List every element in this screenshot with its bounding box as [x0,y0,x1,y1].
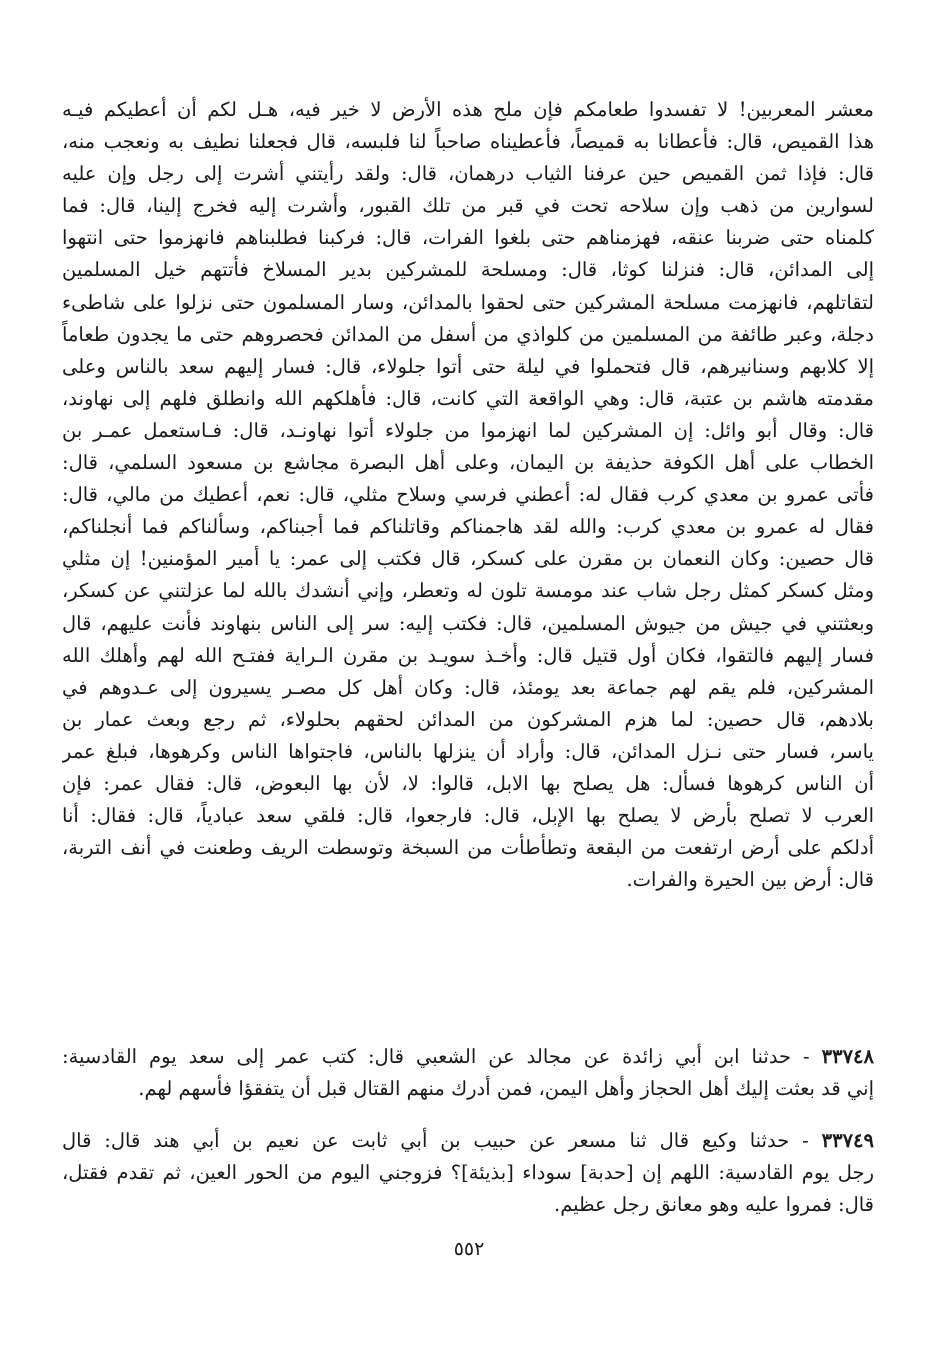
text-line: العرب لا تصلح بأرض لا يصلح بها الإبل، قال: فارجعوا، قال: فلقي سعد عبادياً، قال: فقال: أنا [62,804,874,828]
text-line: المشركين، فلم يقم لهم جماعة بعد يومئذ، قال: وكان أهل كل مصـر يسيرون إلى عـدوهم في [62,675,874,699]
hadith-text: - حدثنا وكيع قال ثنا مسعر عن حبيب بن أبي ثابت عن نعيم بن أبي هند قال: قال [62,1129,809,1152]
hadith-text: - حدثنا ابن أبي زائدة عن مجالد عن الشعبي قال: كتب عمر إلى سعد يوم القادسية: [62,1045,810,1068]
text-line: ياسر، فسار حتى نـزل المدائن، قال: وأراد أن ينزلها بالناس، فاجتواها الناس وكرهوها، فبلغ عمر [62,739,874,763]
text-line [62,1041,874,1073]
text-line: إلا كلابهم وسنانيرهم، قال فتحملوا في ليلة حتى أتوا جلولاء، قال: فسار إليهم سعد بالناس وعلى [62,354,874,378]
text-line: معشر المعربين! لا تفسدوا طعامكم فإن ملح هذه الأرض لا خير فيه، هـل لكم أن أعطيكم فيـه [62,98,874,121]
text-line: قال: فمروا عليه وهو معانق رجل عظيم. [554,1193,874,1217]
text-line: قال: فإذا ثمن القميص حين عرفنا الثياب درهمان، قال: ولقد رأيتني أشرت إلى رجل وإن عليه [62,162,874,186]
text-line: مقدمته هاشم بن عتبة، قال: وهي الواقعة التي كانت، قال: فأهلكهم الله وانطلق فلهم إلى نهاوند، [62,386,874,410]
text-line: بلادهم، قال حصين: لما هزم المشركون من المدائن لحقهم بحلولاء، ثم رجع وبعث عمار بن [62,707,874,731]
text-line [62,1125,874,1157]
text-line: إني قد بعثت إليك أهل الحجاز وأهل اليمن، فمن أدرك منهم القتال قبل أن يتفقؤا فأسهم لهم. [138,1077,874,1101]
text-line: رجل يوم القادسية: اللهم إن [حدبة] سوداء [بذيئة]؟ فزوجني اليوم من الحور العين، ثم تقدم فقتل، [62,1161,874,1185]
text-line: قال: أرض بين الحيرة والفرات. [626,868,874,892]
text-line: فسار إليهم فالتقوا، فكان أول قتيل قال: وأخـذ سويـد بن مقرن الـراية ففتـح الله لهم وأهلك الله [62,643,874,667]
text-line: فقال له عمرو بن معدي كرب: والله لقد هاجمناكم وقاتلناكم فما أجبناكم، وسألناكم فما أنجلناكم، [62,515,874,539]
text-line: قال: وقال أبو وائل: إن المشركين لما انهزموا من جلولاء أتوا نهاونـد، قال: فـاستعمل عمـر بن [62,418,874,442]
hadith-number: ٣٣٧٤٩ [821,1129,874,1152]
text-line: هذا القميص، قال: فأعطانا به قميصاً، فأعطيناه صاحباً لنا فلبسه، قال فجعلنا نطيف به ونعجب منه، [62,130,874,154]
text-line: أن الناس كرهوها فسأل: هل يصلح بها الابل، قالوا: لا، لأن بها البعوض، قال: فقال عمر: فإن [62,771,874,795]
text-line: لسوارين من ذهب وإن سلاحه تحت في قبر من تلك القبور، وأشرت إليه فخرج إلينا، قال: فما [62,194,874,218]
page-number: ٥٥٢ [453,1238,485,1260]
text-line: فأتى عمرو بن معدي كرب فقال له: أعطني فرسي وسلاح مثلي، قال: نعم، أعطيك من مالي، قال: [62,483,874,507]
text-line: لتقاتلهم، فانهزمت مسلحة المشركين حتى لحقوا بالمدائن، وسار المسلمون حتى نزلوا على شاطىء [62,290,874,314]
text-line: ومثل كسكر كمثل رجل شاب عند مومسة تلون له وتعطر، وإني أنشدك بالله لما عزلتني عن كسكر، [62,579,874,603]
text-line: كلمناه حتى ضربنا عنقه، فهزمناهم حتى بلغوا الفرات، قال: فركبنا فطلبناهم فانهزموا حتى انتهوا [62,226,874,250]
text-line: وبعثتني في جيش من جيوش المسلمين، قال: فكتب إليه: سر إلى الناس بنهاوند فأنت عليهم، قال [62,611,874,635]
text-line: إلى المدائن، قال: فنزلنا كوثا، قال: ومسلحة للمشركين بدير المسلاخ فأتتهم خيل المسلمين [62,258,874,282]
text-line: دجلة، وعبر طائفة من المسلمين من كلواذي من أسفل من المدائن فحصروهم حتى ما يجدون طعاماً [62,322,874,346]
hadith-block [62,1041,874,1105]
text-line: الخطاب على أهل الكوفة حذيفة بن اليمان، وعلى أهل البصرة مجاشع بن مسعود السلمي، قال: [62,451,874,475]
hadith-number: ٣٣٧٤٨ [821,1045,874,1068]
main-text-block [62,94,874,896]
text-line: قال حصين: وكان النعمان بن مقرن على كسكر، قال فكتب إلى عمر: يا أمير المؤمنين! إن مثلي [62,547,874,571]
text-line: أدلكم على أرض ارتفعت من البقعة وتطأطأت من السبخة وتوسطت الريف وطعنت في أنف التربة، [62,836,874,860]
hadith-block [62,1125,874,1221]
